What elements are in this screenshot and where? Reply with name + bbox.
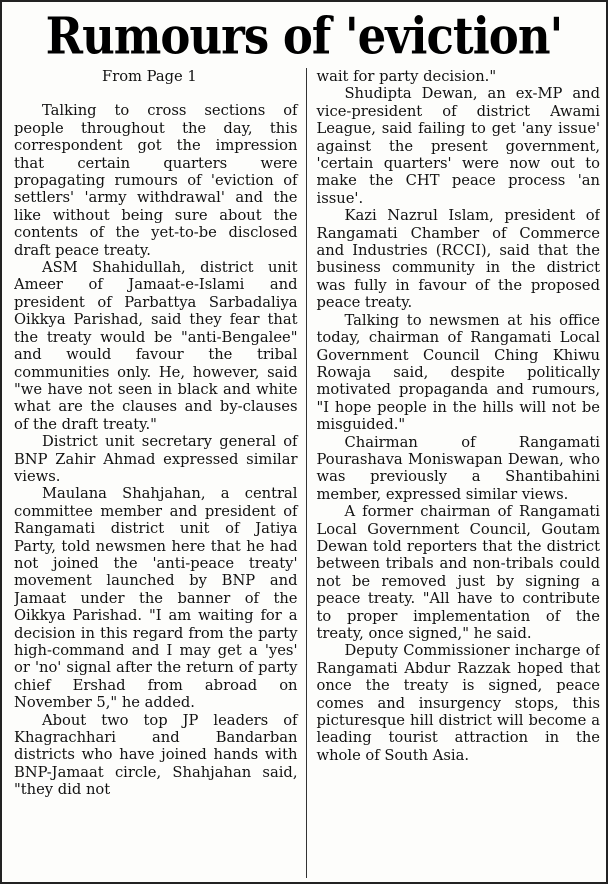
headline: Rumours of 'eviction' xyxy=(45,6,563,66)
paragraph: A former chairman of Rangamati Local Government Council, Goutam Dewan told reporters that the district between tribals and non-tribals could not be removed just by signing a peace treaty. "All have to contribute to proper implementation of the treaty, once signed," he said. xyxy=(316,503,600,642)
paragraph-continued: wait for party decision." xyxy=(316,68,497,85)
paragraph: Maulana Shahjahan, a central committee member and president of Rangamati district unit of Jatiya Party, told newsmen here that he had not joined the 'anti-peace treaty' movement launched by BNP and Jamaat under the banner of the Oikkya Parishad. "I am waiting for a decision in this regard from the party high-command and I may get a 'yes' or 'no' signal after the return of party chief Ershad from abroad on November 5," he added. xyxy=(14,485,298,712)
paragraph: About two top JP leaders of Khagrachhari and Bandarban districts who have joined hands with BNP-Jamaat circle, Shahjahan said, "they did not xyxy=(14,711,298,799)
article-body xyxy=(14,68,600,878)
paragraph: Talking to cross sections of people throughout the day, this correspondent got the impression that certain quarters were propagating rumours of 'eviction of settlers' 'army withdrawal' and the like without being sure about the contents of the yet-to-be disclosed draft peace treaty. xyxy=(14,102,298,259)
right-column xyxy=(307,68,601,878)
paragraph: Talking to newsmen at his office today, chairman of Rangamati Local Government Council Ching Khiwu Rowaja said, despite politically motivated propaganda and rumours, "I hope people in the hills will not be misguided." xyxy=(316,311,600,434)
paragraph: ASM Shahidullah, district unit Ameer of Jamaat-e-Islami and president of Parbattya Sarbadaliya Oikkya Parishad, said they fear that the treaty would be "anti-Bengalee" and would favour the tribal communities only. He, however, said "we have not seen in black and white what are the clauses and by-clauses of the draft treaty." xyxy=(14,259,298,433)
paragraph: Chairman of Rangamati Pourashava Moniswapan Dewan, who was previously a Shantibahini member, expressed similar views. xyxy=(316,433,600,503)
left-column xyxy=(14,68,307,878)
paragraph: Shudipta Dewan, an ex-MP and vice-president of district Awami League, said failing to get 'any issue' against the present government, 'certain quarters' were now out to make the CHT peace process 'an issue'. xyxy=(316,85,600,207)
paragraph: District unit secretary general of BNP Zahir Ahmad expressed similar views. xyxy=(14,433,298,485)
paragraph: Deputy Commissioner incharge of Rangamati Abdur Razzak hoped that once the treaty is signed, peace comes and insurgency stops, this picturesque hill district will become a leading tourist attraction in the whole of South Asia. xyxy=(316,642,600,764)
continuation-label: From Page 1 xyxy=(102,68,197,85)
paragraph: Kazi Nazrul Islam, president of Rangamati Chamber of Commerce and Industries (RCCI), said that the business community in the district was fully in favour of the proposed peace treaty. xyxy=(316,207,600,312)
